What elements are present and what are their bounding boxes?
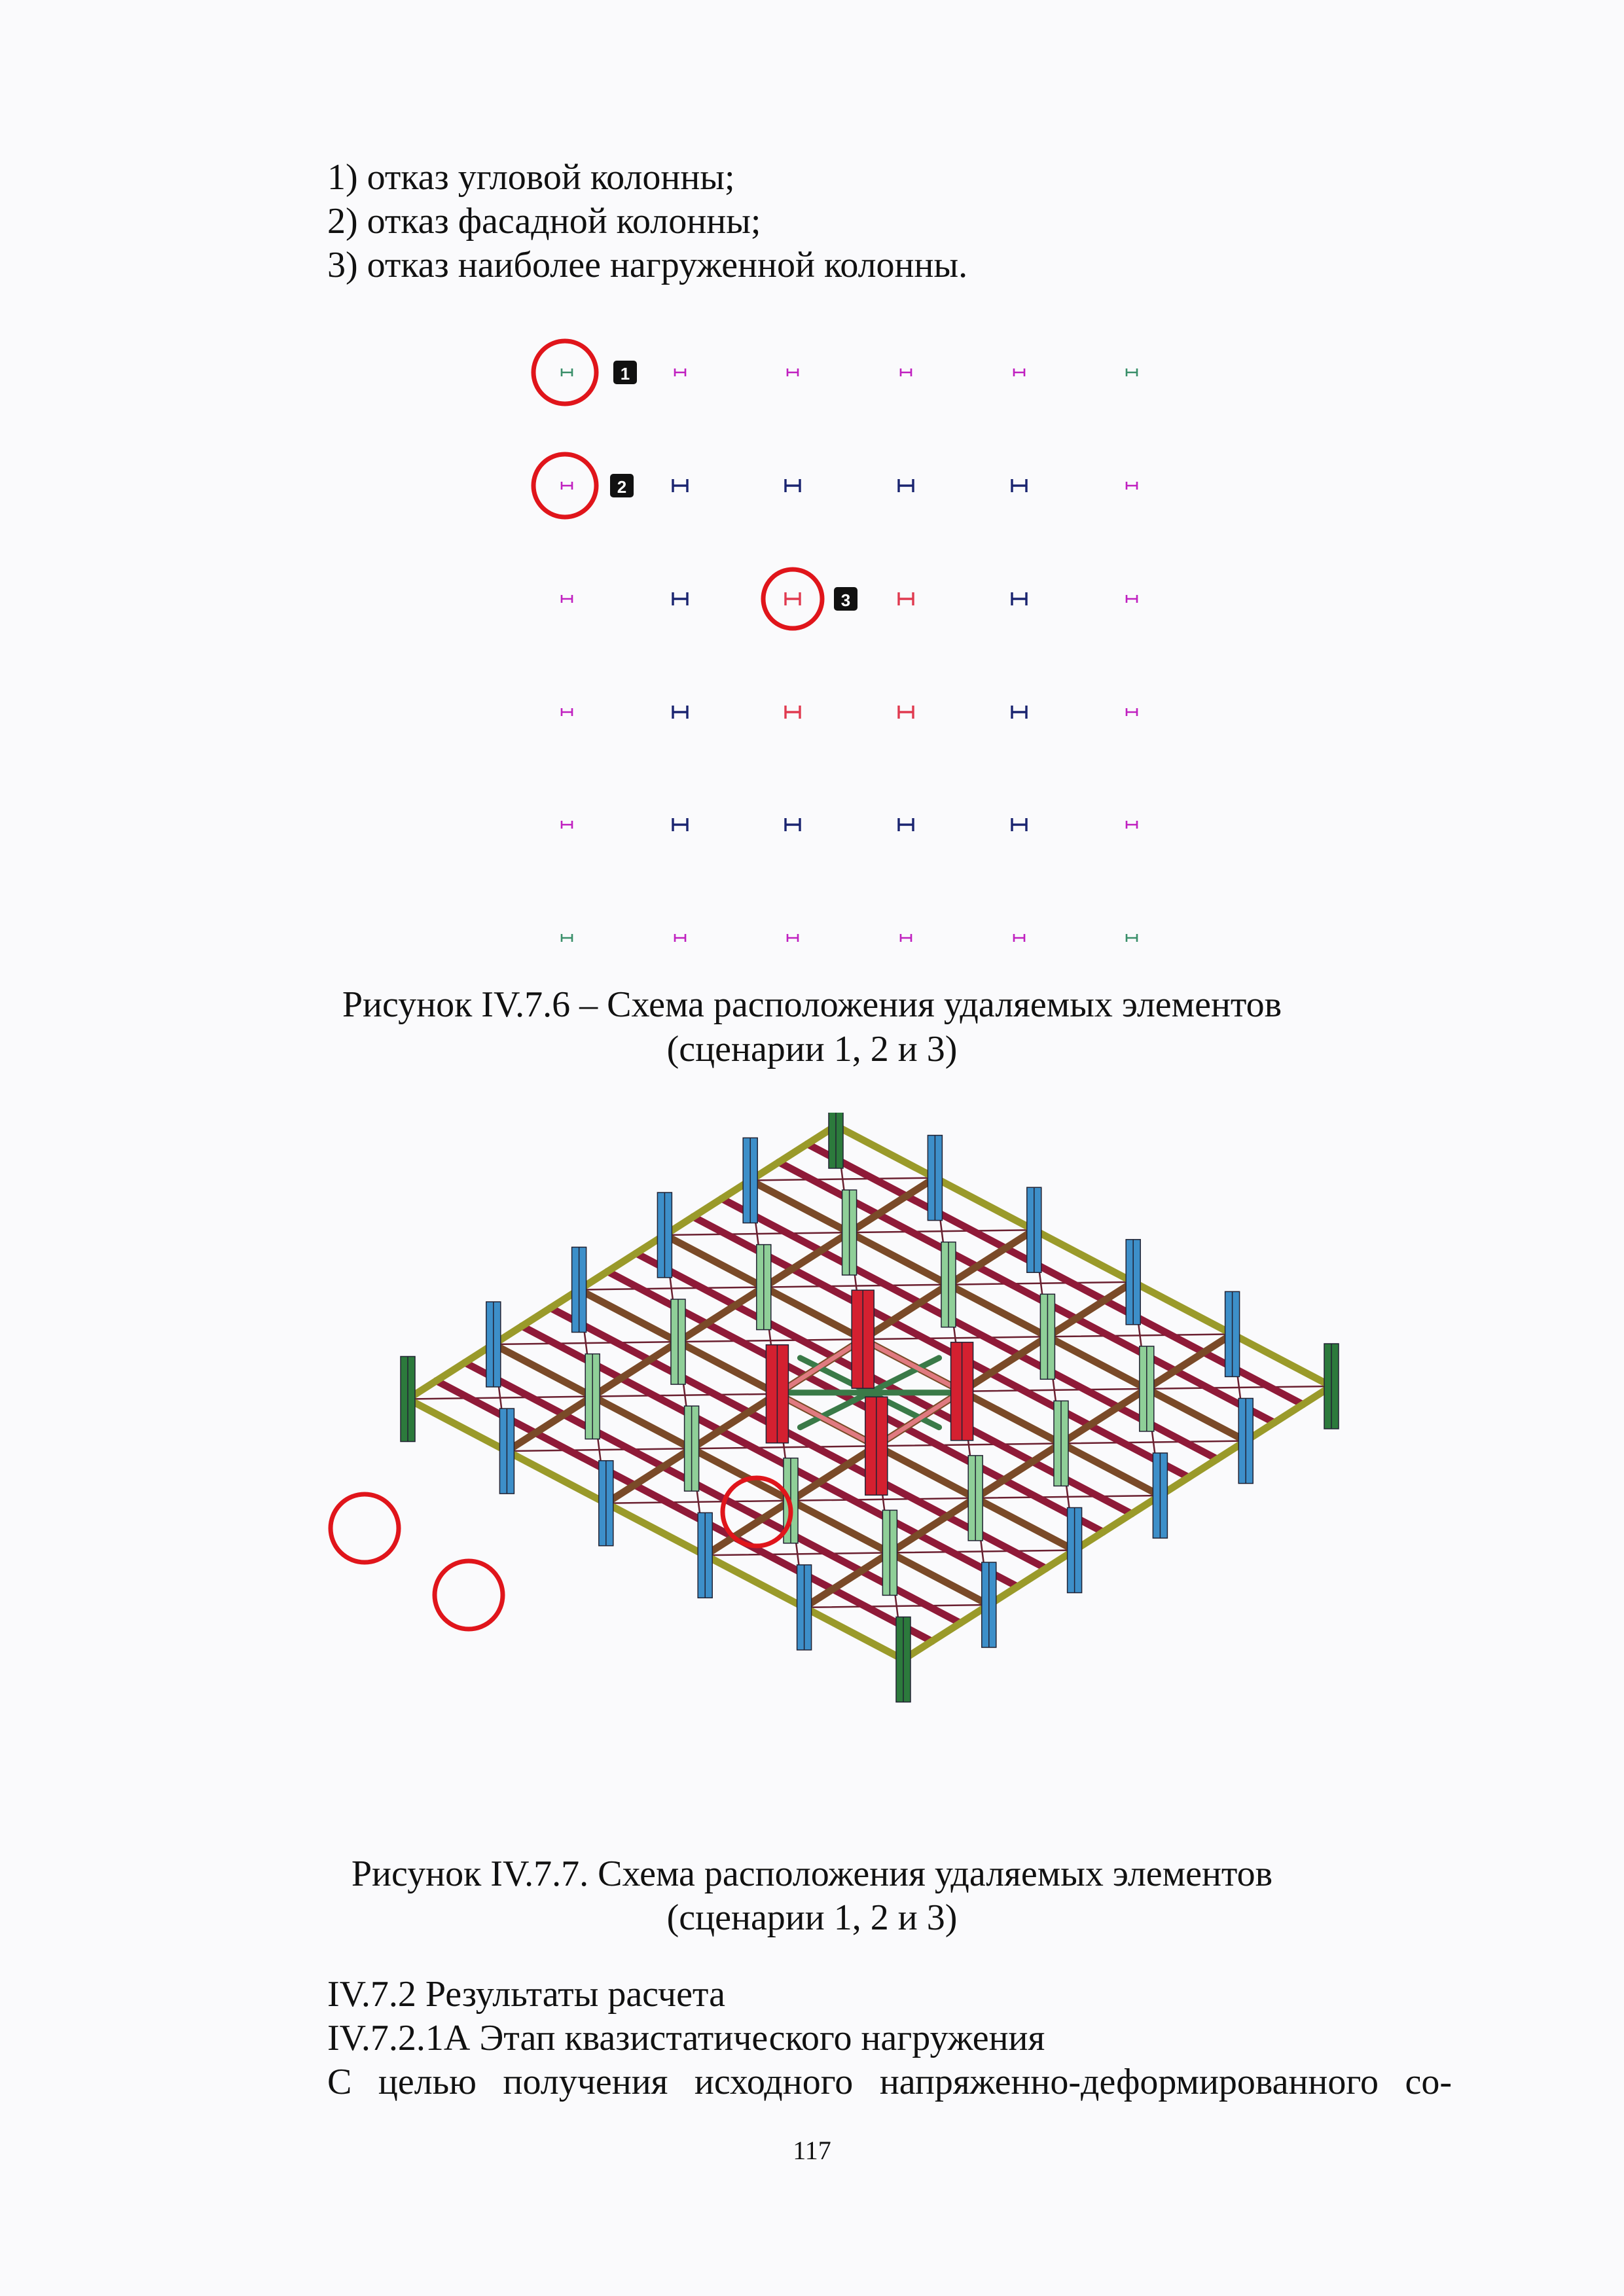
column-symbol xyxy=(673,592,687,605)
column-symbol xyxy=(787,934,798,942)
marker-label-2: 2 xyxy=(617,477,627,497)
model-circle-corner xyxy=(331,1494,399,1562)
figure-1-caption-line-1: Рисунок IV.7.6 – Схема расположения удаляемых элементов xyxy=(342,984,1282,1025)
model-circle-loaded xyxy=(723,1478,791,1546)
frame-model xyxy=(401,1113,1339,1702)
column-symbol xyxy=(562,368,572,376)
column-symbol xyxy=(785,592,800,605)
column-symbol xyxy=(1014,368,1024,376)
column-symbol xyxy=(673,479,687,492)
subsection-heading: IV.7.2.1А Этап квазистатического нагружения xyxy=(327,2018,1045,2058)
list-item-1: 1) отказ угловой колонны; xyxy=(327,157,735,198)
column-symbol xyxy=(562,482,572,490)
column-symbol xyxy=(787,368,798,376)
section-heading: IV.7.2 Результаты расчета xyxy=(327,1974,725,2015)
column-symbol xyxy=(899,479,913,492)
column-symbol xyxy=(1127,482,1137,490)
main-girder xyxy=(408,1399,903,1660)
column-symbol xyxy=(675,368,685,376)
figure-2-caption-line-2: (сценарии 1, 2 и 3) xyxy=(666,1897,958,1938)
figure-1-caption-line-2: (сценарии 1, 2 и 3) xyxy=(666,1029,958,1069)
column-symbol xyxy=(901,368,911,376)
main-girder xyxy=(494,1344,989,1605)
column-symbol xyxy=(785,479,800,492)
column-symbol xyxy=(1012,592,1026,605)
column-symbol xyxy=(562,821,572,829)
main-girder xyxy=(836,1126,1331,1386)
column-symbol xyxy=(673,818,687,831)
column-symbol xyxy=(1127,934,1137,942)
column-symbol xyxy=(1127,368,1137,376)
column-symbol xyxy=(1127,821,1137,829)
column-symbol xyxy=(562,595,572,603)
list-item-3: 3) отказ наиболее нагруженной колонны. xyxy=(327,245,968,285)
column-grid xyxy=(562,368,1137,942)
main-girder xyxy=(750,1181,1246,1441)
column-symbol xyxy=(675,934,685,942)
column-symbol xyxy=(1127,595,1137,603)
model-circle-facade xyxy=(435,1561,503,1629)
body-paragraph: С целью получения исходного напряженно-деформированного со- xyxy=(327,2062,1452,2102)
column-symbol xyxy=(899,592,913,605)
marker-label-1: 1 xyxy=(620,364,630,384)
list-item-2: 2) отказ фасадной колонны; xyxy=(327,201,761,242)
column-symbol xyxy=(562,708,572,716)
column-symbol xyxy=(1014,934,1024,942)
removed-column-marks xyxy=(533,341,857,628)
page-number: 117 xyxy=(793,2136,831,2165)
column-symbol xyxy=(1012,818,1026,831)
column-plan-figure xyxy=(0,327,1624,962)
frame-model-figure xyxy=(0,1113,1624,1852)
column-symbol xyxy=(673,706,687,719)
column-symbol xyxy=(899,706,913,719)
column-symbol xyxy=(901,934,911,942)
column-symbol xyxy=(899,818,913,831)
column-symbol xyxy=(785,706,800,719)
column-symbol xyxy=(1012,706,1026,719)
column-symbol xyxy=(785,818,800,831)
column-symbol xyxy=(1127,708,1137,716)
marker-label-3: 3 xyxy=(840,590,851,610)
column-symbol xyxy=(562,934,572,942)
column-symbol xyxy=(1012,479,1026,492)
figure-2-caption-line-1: Рисунок IV.7.7. Схема расположения удаляемых элементов xyxy=(351,1854,1273,1894)
